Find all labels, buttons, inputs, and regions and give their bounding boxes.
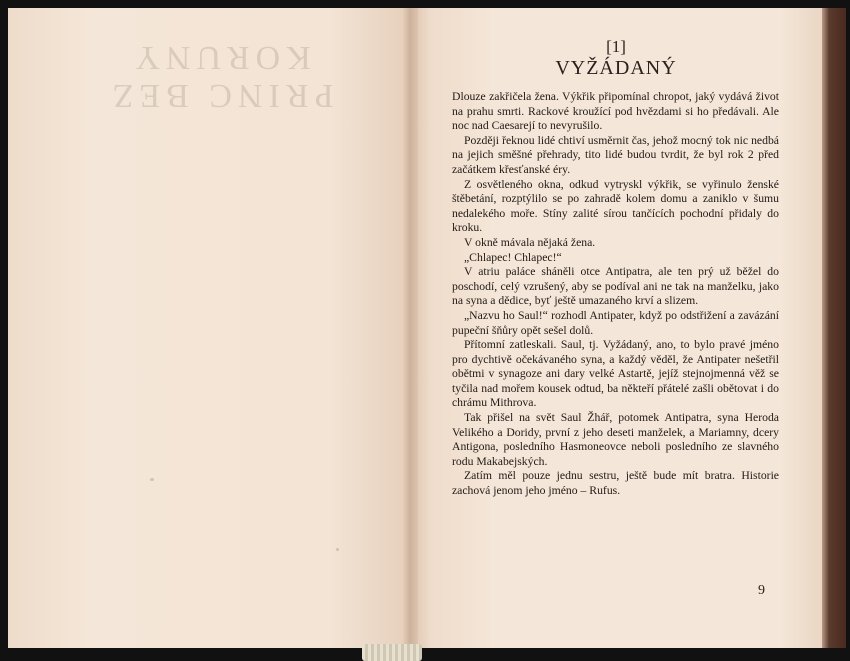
- paragraph: Tak přišel na svět Saul Žhář, potomek Antipatra, syna Heroda Velikého a Doridy, první z jeho deseti manželek, a Mariamny, dcery Antigona, posledního Hasmoneovce neboli posledního ze slavného rodu Makabejských.: [452, 411, 779, 468]
- paragraph: Přítomní zatleskali. Saul, tj. Vyžádaný, ano, to bylo pravé jméno pro dychtivě očekávaného syna, a každý věděl, že Antipater nešetřil obětmi v synagoze ani dary velké Astartě, jejíž stejnojmenná věž se tyčila nad mořem kousek odtud, ba někteří přátelé zašli obětovat i do chrámu Mithrova.: [452, 338, 779, 410]
- body-text: [452, 90, 779, 499]
- book-gutter: [402, 8, 418, 648]
- paragraph: Později řeknou lidé chtiví usměrnit čas, jehož mocný tok nic nedbá na jejich směšné přehrady, tito lidé budou tvrdit, že byl rok 2 před začátkem křesťanské éry.: [452, 133, 779, 176]
- cover-edge: [822, 8, 846, 648]
- paragraph: V atriu paláce sháněli otce Antipatra, ale ten prý už běžel do poschodí, celý vzrušený, aby se podíval ani ne tak na manželku, jako na syna a dědice, byť ještě umazaného krví a slizem.: [452, 265, 779, 308]
- chapter-title: VYŽÁDANÝ: [555, 57, 677, 79]
- paragraph: V okně mávala nějaká žena.: [464, 235, 596, 249]
- paragraph: Z osvětleného okna, odkud vytryskl výkřik, se vyřinulo ženské štěbetání, rozptýlilo se po zahradě kolem domu a zaniklo v šumu nedalekého moře. Stíny zalité sírou tančících pochodní přidaly do kroku.: [452, 177, 779, 235]
- bleed-through-line: PRINC BEZ KORUNY: [106, 39, 334, 114]
- bleed-through-text: [95, 10, 345, 120]
- paragraph: „Nazvu ho Saul!“ rozhodl Antipater, když po odstřižení a zavázání pupeční šňůry opět sešel dolů.: [452, 308, 779, 337]
- paper-spot: [150, 478, 154, 481]
- chapter-number: [1]: [606, 37, 626, 56]
- bookmark-ribbon: [362, 644, 422, 661]
- paragraph: Dlouze zakřičela žena. Výkřik připomínal chropot, jaký vydává život na prahu smrti. Rackové kroužící pod hvězdami si ho předávali. Ale noc nad Caesarejí to nevyrušilo.: [452, 90, 779, 133]
- paper-spot: [336, 548, 339, 551]
- page-number: 9: [758, 583, 765, 598]
- paragraph: Zatím měl pouze jednu sestru, ještě bude mít bratra. Historie zachová jenom jeho jméno – Rufus.: [452, 469, 779, 498]
- paragraph: „Chlapec! Chlapec!“: [464, 250, 562, 264]
